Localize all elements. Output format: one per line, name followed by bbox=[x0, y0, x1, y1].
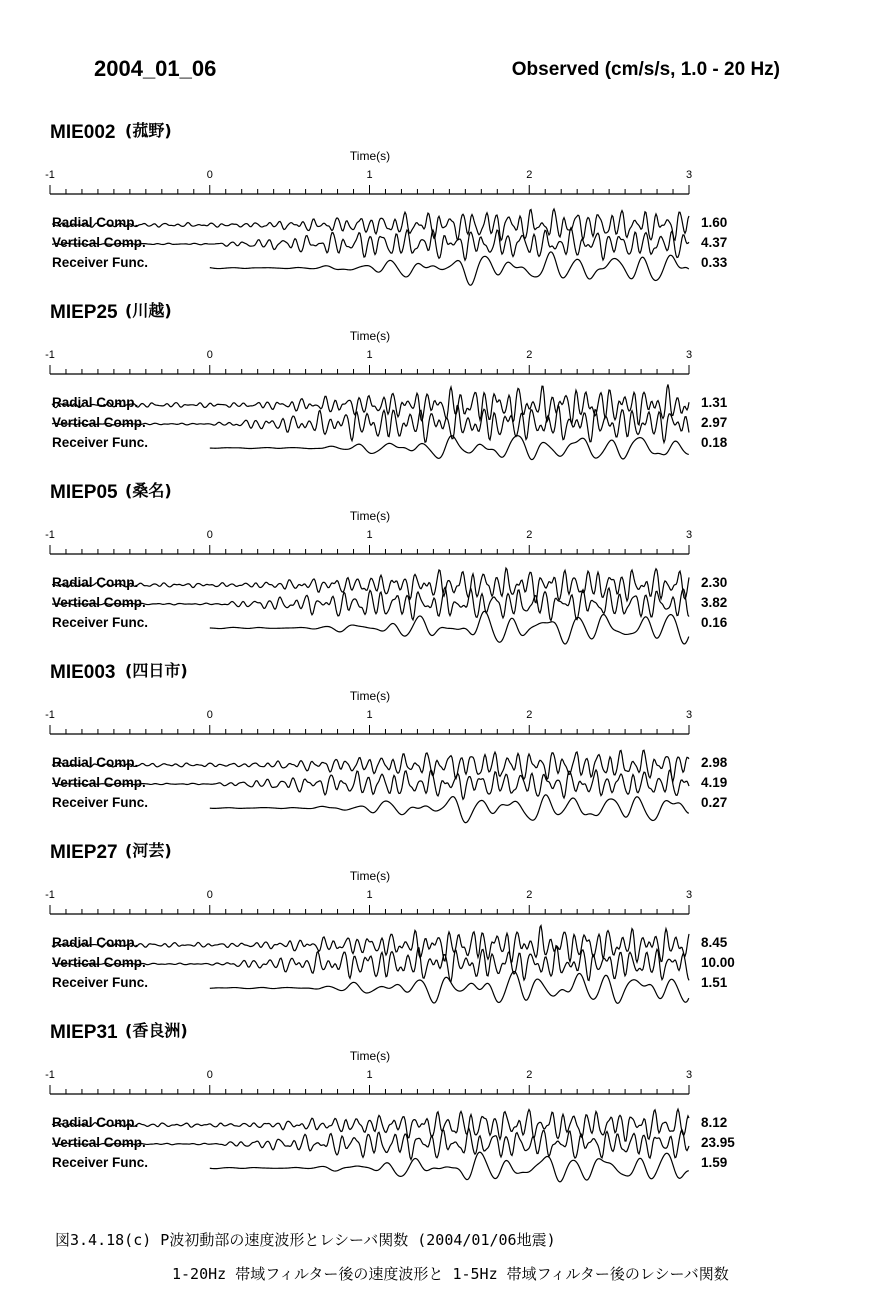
amplitude-value: 1.51 bbox=[701, 975, 728, 990]
station-panel bbox=[45, 301, 728, 460]
x-tick-label: 1 bbox=[366, 709, 373, 721]
amplitude-value: 1.59 bbox=[701, 1155, 728, 1170]
x-tick-label: 3 bbox=[685, 169, 693, 181]
amplitude-value: 0.16 bbox=[701, 615, 728, 630]
trace-label: Receiver Func. bbox=[52, 255, 149, 270]
station-name: MIE003 bbox=[50, 662, 116, 683]
amplitude-value: 8.45 bbox=[701, 935, 728, 950]
station-name: MIEP31 bbox=[50, 1022, 118, 1043]
amplitude-value: 0.33 bbox=[701, 255, 728, 270]
station-panel bbox=[45, 661, 728, 823]
station-panel bbox=[45, 1021, 735, 1182]
page-subtitle: Observed (cm/s/s, 1.0 - 20 Hz) bbox=[511, 59, 780, 80]
station-name: MIEP25 bbox=[50, 302, 118, 323]
waveform-trace bbox=[52, 209, 689, 240]
x-axis-label: Time(s) bbox=[349, 689, 391, 703]
trace-label: Receiver Func. bbox=[52, 615, 149, 630]
x-tick-label: -1 bbox=[45, 889, 55, 901]
x-axis-label: Time(s) bbox=[349, 149, 391, 163]
station-panel bbox=[45, 121, 728, 285]
trace-label: Receiver Func. bbox=[52, 435, 149, 450]
x-tick-label: -1 bbox=[45, 169, 55, 181]
figure-caption-line2: 1-20Hz 帯域フィルター後の速度波形と 1-5Hz 帯域フィルター後のレシーバ関数 bbox=[172, 1265, 729, 1283]
x-tick-label: 2 bbox=[526, 709, 533, 721]
x-tick-label: -1 bbox=[45, 709, 55, 721]
station-place: (菰野) bbox=[125, 121, 172, 140]
station-name: MIEP27 bbox=[50, 842, 118, 863]
x-tick-label: 3 bbox=[685, 709, 693, 721]
station-place: (河芸) bbox=[125, 841, 172, 860]
trace-label: Radial Comp. bbox=[52, 215, 139, 230]
x-tick-label: 1 bbox=[366, 169, 373, 181]
trace-label: Vertical Comp. bbox=[52, 1135, 146, 1150]
page-title: 2004_01_06 bbox=[94, 56, 217, 81]
x-axis-label: Time(s) bbox=[349, 1049, 391, 1063]
amplitude-value: 2.30 bbox=[701, 575, 728, 590]
x-tick-label: 3 bbox=[685, 529, 693, 541]
x-tick-label: 1 bbox=[366, 1069, 373, 1081]
amplitude-value: 0.18 bbox=[701, 435, 728, 450]
station-place: (桑名) bbox=[125, 481, 172, 500]
waveform-trace bbox=[210, 1152, 689, 1182]
x-tick-label: 2 bbox=[526, 169, 533, 181]
amplitude-value: 1.60 bbox=[701, 215, 728, 230]
x-tick-label: 2 bbox=[526, 349, 533, 361]
x-tick-label: 2 bbox=[526, 529, 533, 541]
amplitude-value: 4.37 bbox=[701, 235, 728, 250]
waveform-trace bbox=[210, 795, 689, 823]
x-tick-label: -1 bbox=[45, 529, 55, 541]
trace-label: Receiver Func. bbox=[52, 975, 149, 990]
amplitude-value: 8.12 bbox=[701, 1115, 728, 1130]
waveform-trace bbox=[210, 252, 689, 285]
station-place: (四日市) bbox=[125, 661, 188, 680]
waveform-trace bbox=[52, 1109, 689, 1141]
x-tick-label: -1 bbox=[45, 1069, 55, 1081]
x-tick-label: -1 bbox=[45, 349, 55, 361]
trace-label: Receiver Func. bbox=[52, 1155, 149, 1170]
amplitude-value: 0.27 bbox=[701, 795, 728, 810]
x-tick-label: 3 bbox=[685, 349, 693, 361]
amplitude-value: 3.82 bbox=[701, 595, 728, 610]
waveform-trace bbox=[52, 568, 689, 603]
x-tick-label: 0 bbox=[206, 349, 213, 361]
station-panel bbox=[45, 481, 728, 644]
x-tick-label: 0 bbox=[206, 709, 213, 721]
x-tick-label: 2 bbox=[526, 889, 533, 901]
trace-label: Radial Comp. bbox=[52, 1115, 139, 1130]
waveform-trace bbox=[210, 436, 689, 460]
x-axis-label: Time(s) bbox=[349, 869, 391, 883]
x-tick-label: 1 bbox=[366, 529, 373, 541]
trace-label: Radial Comp. bbox=[52, 575, 139, 590]
x-tick-label: 0 bbox=[206, 529, 213, 541]
station-name: MIEP05 bbox=[50, 482, 118, 503]
station-panel bbox=[45, 841, 735, 1003]
trace-label: Vertical Comp. bbox=[52, 235, 146, 250]
trace-label: Vertical Comp. bbox=[52, 955, 146, 970]
trace-label: Vertical Comp. bbox=[52, 415, 146, 430]
trace-label: Vertical Comp. bbox=[52, 775, 146, 790]
amplitude-value: 10.00 bbox=[701, 955, 735, 970]
amplitude-value: 2.98 bbox=[701, 755, 728, 770]
amplitude-value: 1.31 bbox=[701, 395, 728, 410]
station-place: (香良洲) bbox=[125, 1021, 188, 1040]
amplitude-value: 23.95 bbox=[701, 1135, 735, 1150]
amplitude-value: 2.97 bbox=[701, 415, 728, 430]
station-name: MIE002 bbox=[50, 122, 116, 143]
trace-label: Radial Comp. bbox=[52, 755, 139, 770]
x-tick-label: 0 bbox=[206, 889, 213, 901]
x-tick-label: 3 bbox=[685, 889, 693, 901]
x-axis-label: Time(s) bbox=[349, 329, 391, 343]
station-place: (川越) bbox=[125, 301, 172, 320]
trace-label: Receiver Func. bbox=[52, 795, 149, 810]
x-tick-label: 0 bbox=[206, 1069, 213, 1081]
trace-label: Radial Comp. bbox=[52, 935, 139, 950]
x-tick-label: 3 bbox=[685, 1069, 693, 1081]
x-axis-label: Time(s) bbox=[349, 509, 391, 523]
x-tick-label: 2 bbox=[526, 1069, 533, 1081]
x-tick-label: 1 bbox=[366, 349, 373, 361]
amplitude-value: 4.19 bbox=[701, 775, 728, 790]
x-tick-label: 0 bbox=[206, 169, 213, 181]
figure-caption-line1: 図3.4.18(c) P波初動部の速度波形とレシーバ関数 (2004/01/06地震) bbox=[55, 1231, 556, 1249]
waveform-trace bbox=[210, 611, 689, 644]
trace-label: Vertical Comp. bbox=[52, 595, 146, 610]
trace-label: Radial Comp. bbox=[52, 395, 139, 410]
x-tick-label: 1 bbox=[366, 889, 373, 901]
